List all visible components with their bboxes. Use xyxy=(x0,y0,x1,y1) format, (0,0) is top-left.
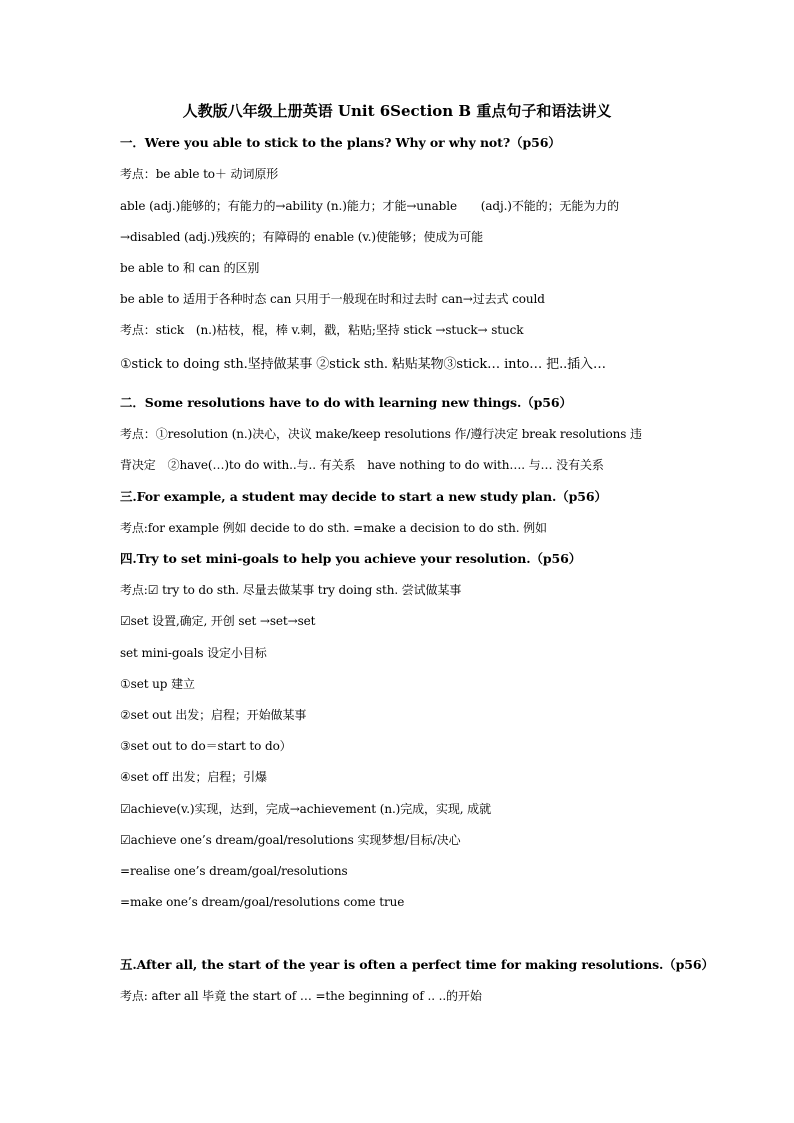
section-5-heading: 五.After all, the start of the year is often a perfect time for making resolutions.（p56） xyxy=(120,957,714,972)
text-line: be able to 和 can 的区别 xyxy=(120,261,260,275)
page-title: 人教版八年级上册英语 Unit 6Section B 重点句子和语法讲义 xyxy=(182,102,612,120)
text-line: 考点：①resolution (n.)决心，决议 make/keep resolutions 作/遵行决定 break resolutions 违 xyxy=(120,427,642,441)
text-line: ☑set 设置,确定, 开创 set →set→set xyxy=(120,614,316,628)
text-line: 考点：be able to＋ 动词原形 xyxy=(120,167,279,181)
text-line: ①set up 建立 xyxy=(120,677,195,691)
text-line: ☑achieve one’s dream/goal/resolutions 实现梦想/目标/决心 xyxy=(120,833,461,847)
text-line: ☑achieve(v.)实现，达到，完成→achievement (n.)完成，实现, 成就 xyxy=(120,802,491,816)
text-line: ④set off 出发；启程；引爆 xyxy=(120,770,267,784)
text-line: 考点:☑ try to do sth. 尽量去做某事 try doing sth. 尝试做某事 xyxy=(120,583,462,597)
text-line: ①stick to doing sth.坚持做某事 ②stick sth. 粘贴某物③stick… into… 把..插入… xyxy=(120,357,606,372)
text-line: able (adj.)能够的；有能力的→ability (n.)能力；才能→unable (adj.)不能的；无能为力的 xyxy=(120,199,619,213)
section-4-heading: 四.Try to set mini-goals to help you achieve your resolution.（p56） xyxy=(120,551,582,566)
text-line: =realise one’s dream/goal/resolutions xyxy=(120,864,348,878)
text-line: ②set out 出发；启程；开始做某事 xyxy=(120,708,307,722)
text-line: =make one’s dream/goal/resolutions come true xyxy=(120,895,405,909)
section-1-heading: 一．Were you able to stick to the plans? Why or why not?（p56） xyxy=(120,135,561,150)
text-line: 背决定 ②have(…)to do with..与.. 有关系 have nothing to do with…. 与… 没有关系 xyxy=(120,458,604,472)
section-2-heading: 二．Some resolutions have to do with learning new things.（p56） xyxy=(120,395,572,410)
text-line: 考点: after all 毕竟 the start of … =the beginning of .. ..的开始 xyxy=(120,989,482,1003)
text-line: →disabled (adj.)残疾的；有障碍的 enable (v.)使能够；使成为可能 xyxy=(120,230,484,244)
text-line: 考点：stick (n.)枯枝，棍，棒 v.刺，戳，粘贴;坚持 stick →stuck→ stuck xyxy=(120,323,524,337)
text-line: 考点:for example 例如 decide to do sth. =make a decision to do sth. 例如 xyxy=(120,521,547,535)
section-3-heading: 三.For example, a student may decide to start a new study plan.（p56） xyxy=(120,489,607,504)
text-line: set mini-goals 设定小目标 xyxy=(120,646,267,660)
text-line: ③set out to do＝start to do） xyxy=(120,739,292,753)
text-line: be able to 适用于各种时态 can 只用于一般现在时和过去时 can→过去式 could xyxy=(120,292,545,306)
